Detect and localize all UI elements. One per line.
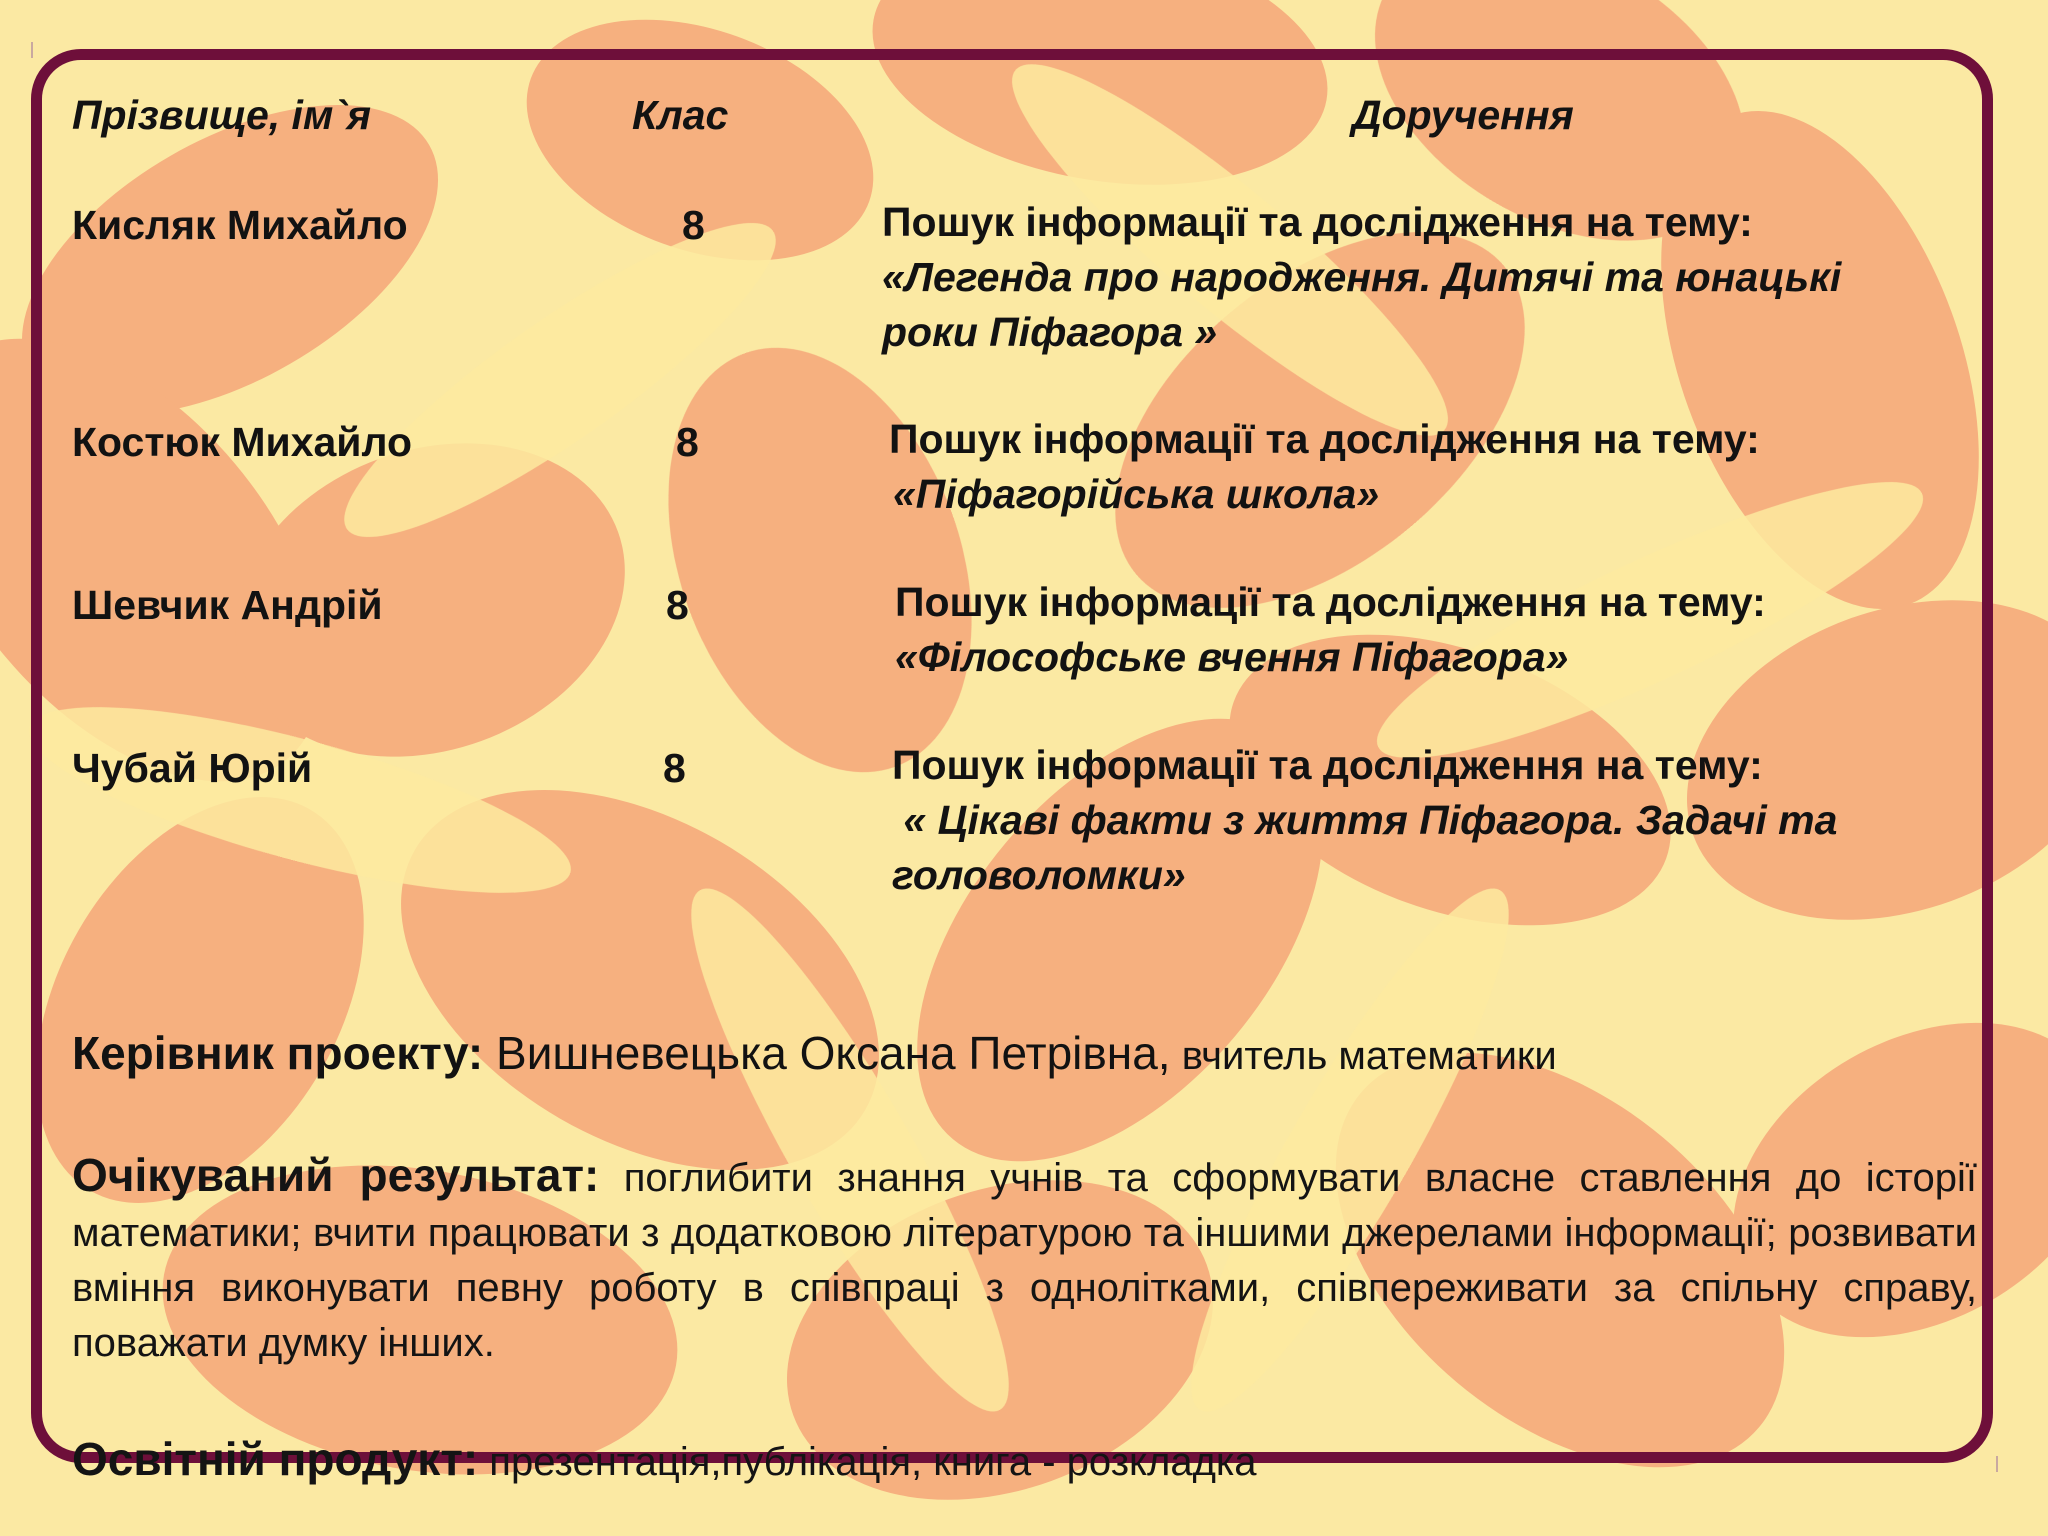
- task-text: Пошук інформації та дослідження на тему:: [892, 742, 1763, 788]
- leader-name: Вишневецька Оксана Петрівна,: [483, 1027, 1171, 1079]
- header-class: Клас: [632, 92, 729, 138]
- student-name: Кисляк Михайло: [72, 202, 408, 248]
- task-topic-line2: головоломки»: [892, 852, 1186, 898]
- task-text: Пошук інформації та дослідження на тему:: [882, 199, 1753, 245]
- task-text: Пошук інформації та дослідження на тему:: [889, 416, 1760, 462]
- task-topic-line1: «Легенда про народження. Дитячі та юнацькі: [882, 254, 1842, 300]
- student-task: [882, 195, 1841, 360]
- student-name: Шевчик Андрій: [72, 582, 383, 628]
- task-topic-line2: роки Піфагора »: [882, 309, 1218, 355]
- corner-mark-bottom-right: [1996, 1456, 1998, 1472]
- result-text: поглибити знання учнів та сформувати власне ставлення до історії математики; вчити працювати з додатковою літературою та іншими джерелами інформації; розвивати вміння виконувати певну роботу в співпраці з однолітками, співпереживати за спільну справу, поважати думку інших.: [72, 1156, 1977, 1365]
- student-name: Чубай Юрій: [72, 745, 313, 791]
- student-task: [892, 738, 1837, 903]
- student-class: 8: [666, 582, 689, 628]
- product-label: Освітній продукт:: [72, 1433, 479, 1485]
- student-class: 8: [676, 419, 699, 465]
- student-class: 8: [663, 745, 686, 791]
- expected-result: [72, 1148, 1977, 1371]
- result-label: Очікуваний результат:: [72, 1149, 600, 1201]
- educational-product: [72, 1432, 1257, 1486]
- project-leader: [72, 1026, 1557, 1080]
- header-task: Доручення: [1352, 92, 1574, 138]
- task-text: Пошук інформації та дослідження на тему:: [895, 579, 1766, 625]
- student-task: [895, 575, 1766, 685]
- product-text: презентація,публікація, книга - розкладка: [478, 1440, 1257, 1484]
- task-topic-line1: « Цікаві факти з життя Піфагора. Задачі та: [892, 797, 1838, 843]
- leader-role: вчитель математики: [1170, 1034, 1557, 1078]
- student-name: Костюк Михайло: [72, 419, 413, 465]
- task-topic-line1: «Піфагорійська школа»: [893, 471, 1380, 517]
- header-name: Прізвище, ім`я: [72, 92, 372, 138]
- student-task: [889, 412, 1760, 522]
- student-class: 8: [682, 202, 705, 248]
- corner-mark-top-left: [31, 42, 33, 58]
- leader-label: Керівник проекту:: [72, 1027, 484, 1079]
- task-topic-line1: «Філософське вчення Піфагора»: [895, 634, 1569, 680]
